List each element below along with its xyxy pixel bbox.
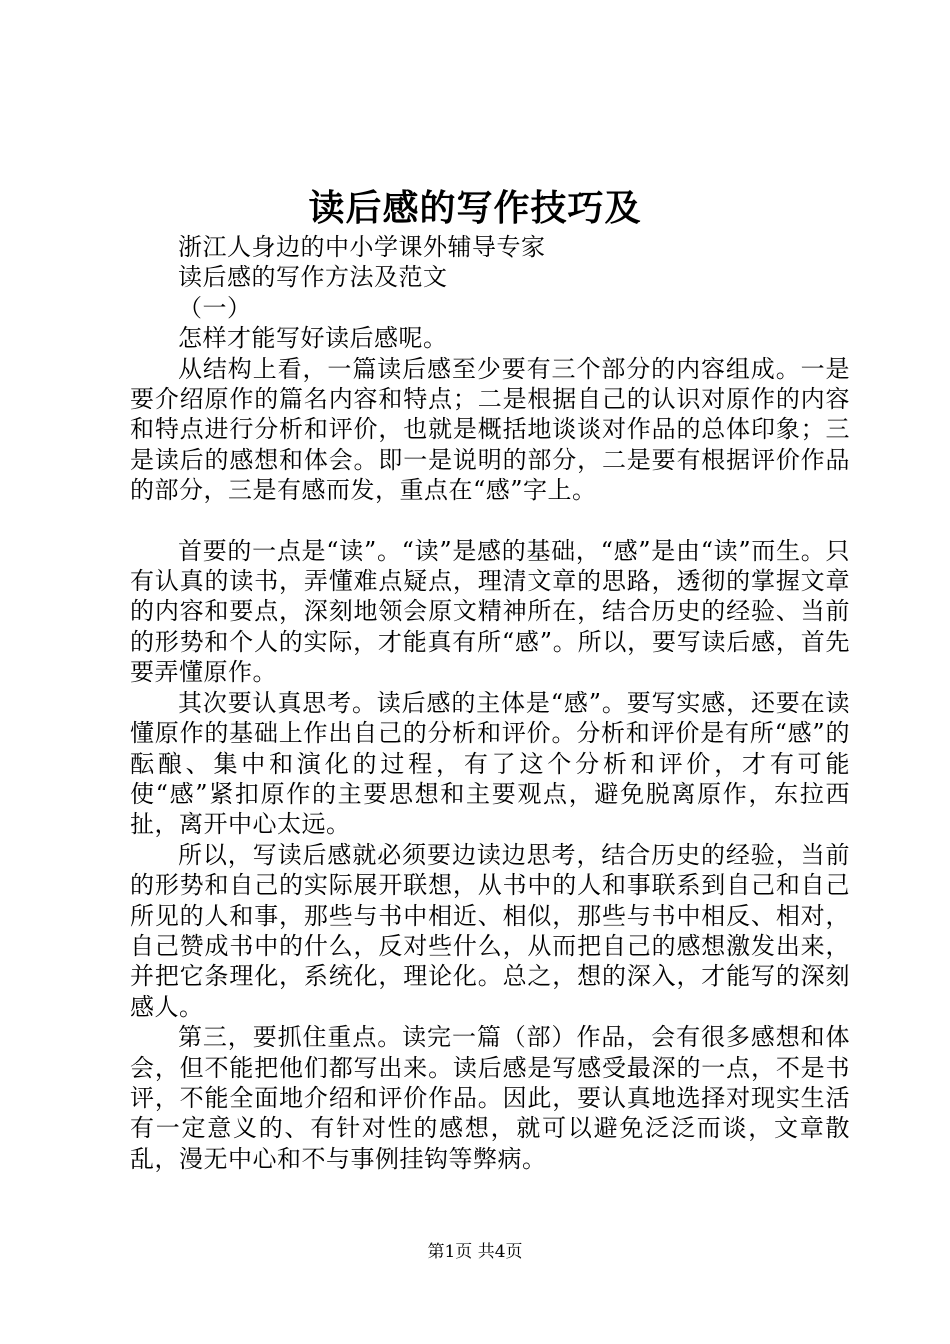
page-footer: 第1页 共4页 xyxy=(427,1242,523,1262)
paragraph-reading-first: 首要的一点是“读”。“读”是感的基础，“感”是由“读”而生。只有认真的读书，弄懂难点疑点，理清文章的思路，透彻的掌握文章的内容和要点，深刻地领会原文精神所在，结合历史的经验、当前的形势和个人的实际，才能真有所“感”。所以，要写读后感，首先要弄懂原作。 xyxy=(130,536,850,687)
paragraph-thinking: 其次要认真思考。读后感的主体是“感”。要写实感，还要在读懂原作的基础上作出自己的分析和评价。分析和评价是有所“感”的酝酿、集中和演化的过程，有了这个分析和评价，才有可能使“感”紧扣原作的主要思想和主要观点，避免脱离原作，东拉西扯，离开中心太远。 xyxy=(130,688,850,839)
paragraph-section-number: （一） xyxy=(178,293,252,322)
paragraph-subtitle-tutor: 浙江人身边的中小学课外辅导专家 xyxy=(178,233,546,261)
document-title: 读后感的写作技巧及 xyxy=(308,187,642,229)
paragraph-focus: 第三，要抓住重点。读完一篇（部）作品，会有很多感想和体会，但不能把他们都写出来。读后感是写感受最深的一点，不是书评，不能全面地介绍和评价作品。因此，要认真地选择对现实生活有一定意义的、有针对性的感想，就可以避免泛泛而谈，文章散乱，漫无中心和不与事例挂钩等弊病。 xyxy=(130,1023,850,1173)
document-body xyxy=(130,232,850,1174)
paragraph-question: 怎样才能写好读后感呢。 xyxy=(178,324,448,353)
paragraph-structure: 从结构上看，一篇读后感至少要有三个部分的内容组成。一是要介绍原作的篇名内容和特点；二是根据自己的认识对原作的内容和特点进行分析和评价，也就是概括地谈谈对作品的总体印象；三是读后的感想和体会。即一是说明的部分，二是要有根据评价作品的部分，三是有感而发，重点在“感”字上。 xyxy=(130,354,850,505)
paragraph-association: 所以，写读后感就必须要边读边思考，结合历史的经验，当前的形势和自己的实际展开联想，从书中的人和事联系到自己和自己所见的人和事，那些与书中相近、相似，那些与书中相反、相对，自己赞成书中的什么，反对些什么，从而把自己的感想激发出来，并把它条理化，系统化，理论化。总之，想的深入，才能写的深刻感人。 xyxy=(130,840,850,1021)
paragraph-subtitle-method: 读后感的写作方法及范文 xyxy=(178,263,448,292)
